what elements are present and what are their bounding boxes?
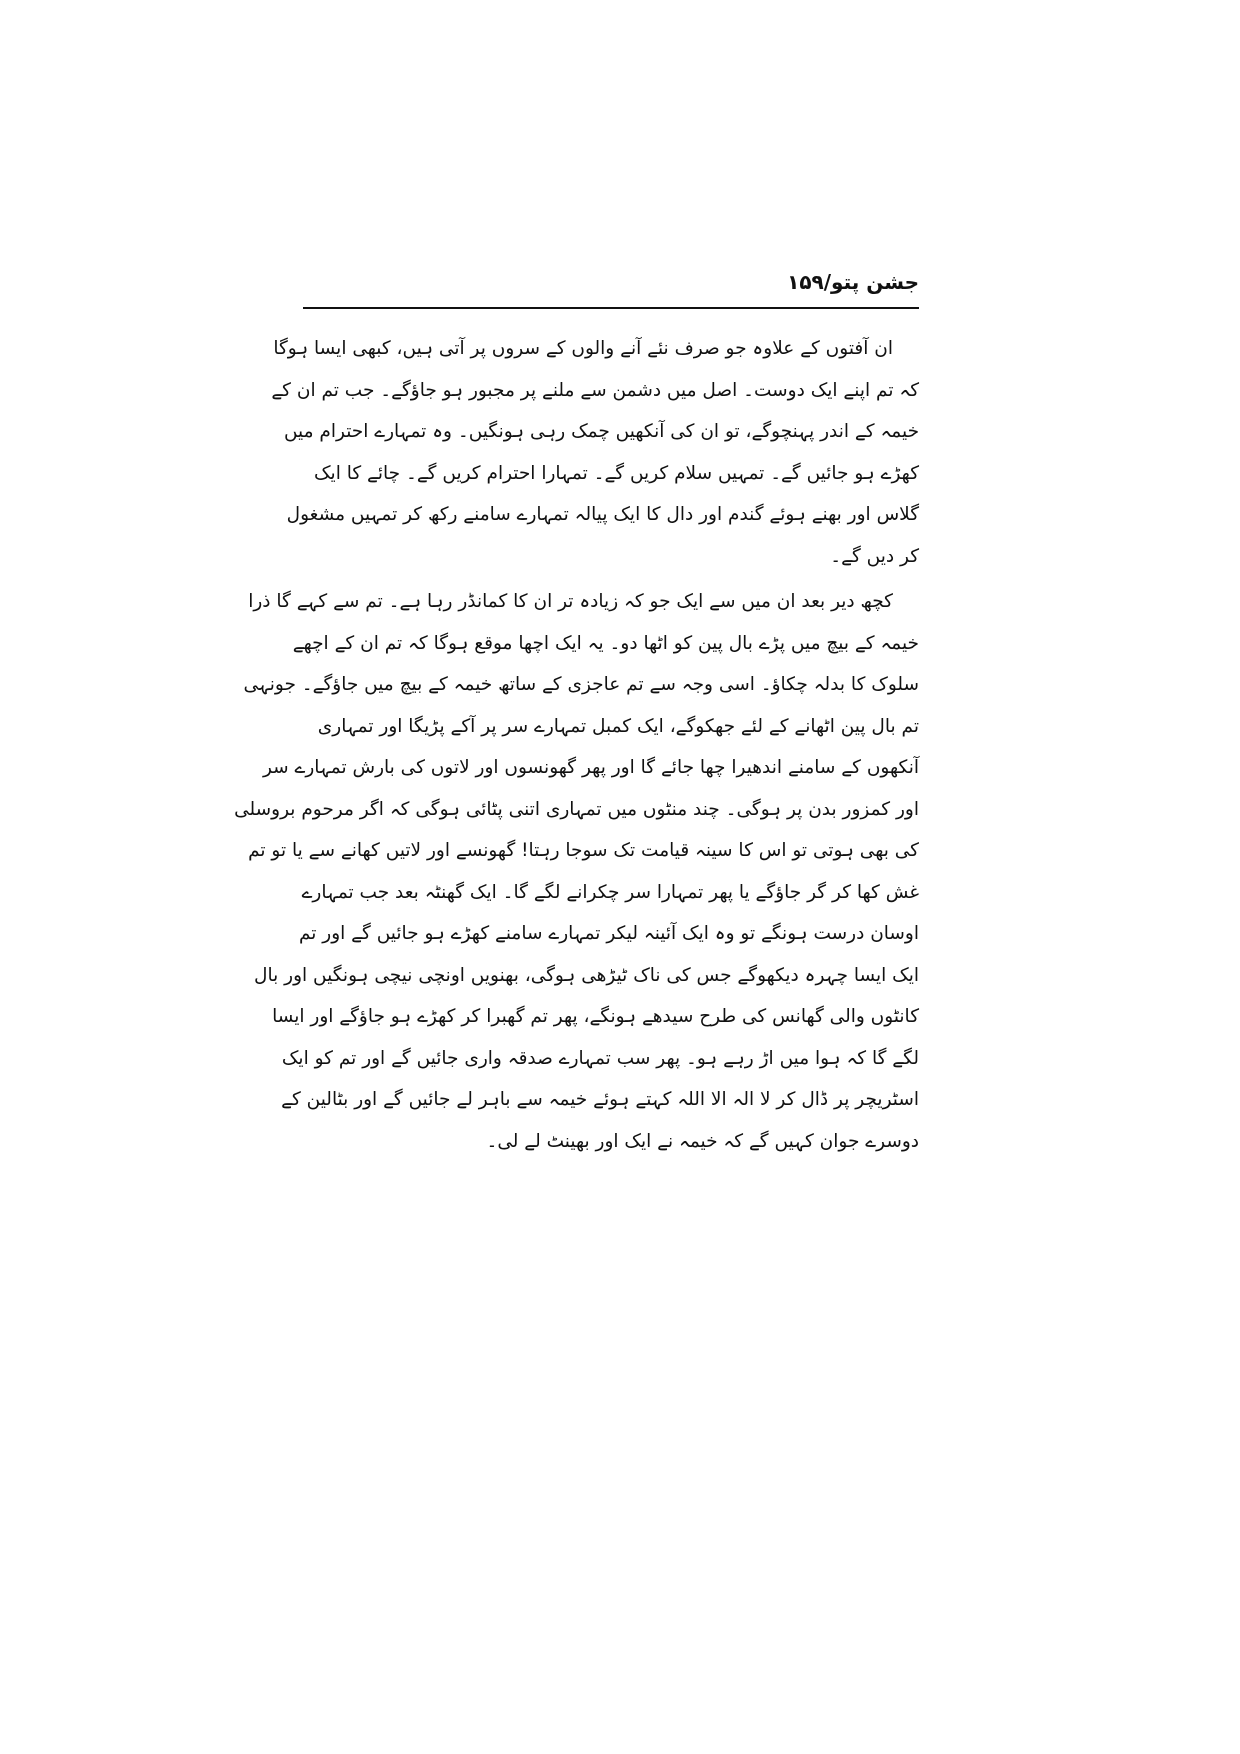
text-line: لگے گا کہ ہوا میں اڑ رہے ہو۔ پھر سب تمہارے صدقہ واری جائیں گے اور تم کو ایک <box>281 1047 919 1069</box>
paragraph-2 <box>234 581 919 1162</box>
text-line: آنکھوں کے سامنے اندھیرا چھا جائے گا اور پھر گھونسوں اور لاتوں کی بارش تمہارے سر <box>262 757 919 778</box>
text-line: دوسرے جوان کہیں گے کہ خیمہ نے ایک اور بھینٹ لے لی۔ <box>486 1130 919 1152</box>
text-line: غش کھا کر گر جاؤگے یا پھر تمہارا سر چکرانے لگے گا۔ ایک گھنٹہ بعد جب تمہارے <box>301 881 919 903</box>
text-line: خیمہ کے اندر پہنچوگے، تو ان کی آنکھیں چمک رہی ہونگیں۔ وہ تمہارے احترام میں <box>283 421 919 442</box>
text-line: ان آفتوں کے علاوہ جو صرف نئے آنے والوں کے سروں پر آتی ہیں، کبھی ایسا ہوگا <box>273 338 893 359</box>
body-text <box>234 328 919 1166</box>
text-line: کانٹوں والی گھانس کی طرح سیدھے ہونگے، پھر تم گھبرا کر کھڑے ہو جاؤگے اور ایسا <box>272 1006 919 1027</box>
text-line: اوسان درست ہونگے تو وہ ایک آئینہ لیکر تمہارے سامنے کھڑے ہو جائیں گے اور تم <box>298 923 919 944</box>
running-title: جشن پتو/۱۵۹ <box>787 270 919 294</box>
text-line: گلاس اور بھنے ہوئے گندم اور دال کا ایک پیالہ تمہارے سامنے رکھ کر تمہیں مشغول <box>286 504 919 525</box>
text-line: کہ تم اپنے ایک دوست۔ اصل میں دشمن سے ملنے پر مجبور ہو جاؤگے۔ جب تم ان کے <box>271 379 919 401</box>
text-line: اور کمزور بدن پر ہوگی۔ چند منٹوں میں تمہاری اتنی پٹائی ہوگی کہ اگر مرحوم بروسلی <box>234 798 919 820</box>
text-line: ایک ایسا چہرہ دیکھوگے جس کی ناک ٹیڑھی ہوگی، بھنویں اونچی نیچی ہونگیں اور بال <box>254 964 919 986</box>
text-line: کی بھی ہوتی تو اس کا سینہ قیامت تک سوجا رہتا! گھونسے اور لاتیں کھانے سے یا تو تم <box>248 840 919 861</box>
text-line: اسٹریچر پر ڈال کر لا الہ الا اللہ کہتے ہوئے خیمہ سے باہر لے جائیں گے اور بٹالین کے <box>281 1089 919 1110</box>
text-line: کر دیں گے۔ <box>830 545 919 567</box>
text-line: کھڑے ہو جائیں گے۔ تمہیں سلام کریں گے۔ تمہارا احترام کریں گے۔ چائے کا ایک <box>314 462 919 484</box>
header-rule <box>303 307 919 309</box>
text-line: سلوک کا بدلہ چکاؤ۔ اسی وجہ سے تم عاجزی کے ساتھ خیمہ کے بیچ میں جاؤگے۔ جونہی <box>243 674 919 695</box>
text-line: کچھ دیر بعد ان میں سے ایک جو کہ زیادہ تر ان کا کمانڈر رہا ہے۔ تم سے کہے گا ذرا <box>248 591 893 612</box>
text-line: خیمہ کے بیچ میں پڑے بال پین کو اٹھا دو۔ یہ ایک اچھا موقع ہوگا کہ تم ان کے اچھے <box>292 632 919 654</box>
page-header <box>303 268 919 308</box>
text-line: تم بال پین اٹھانے کے لئے جھکوگے، ایک کمبل تمہارے سر پر آکے پڑیگا اور تمہاری <box>317 715 919 737</box>
paragraph-1 <box>271 328 919 577</box>
